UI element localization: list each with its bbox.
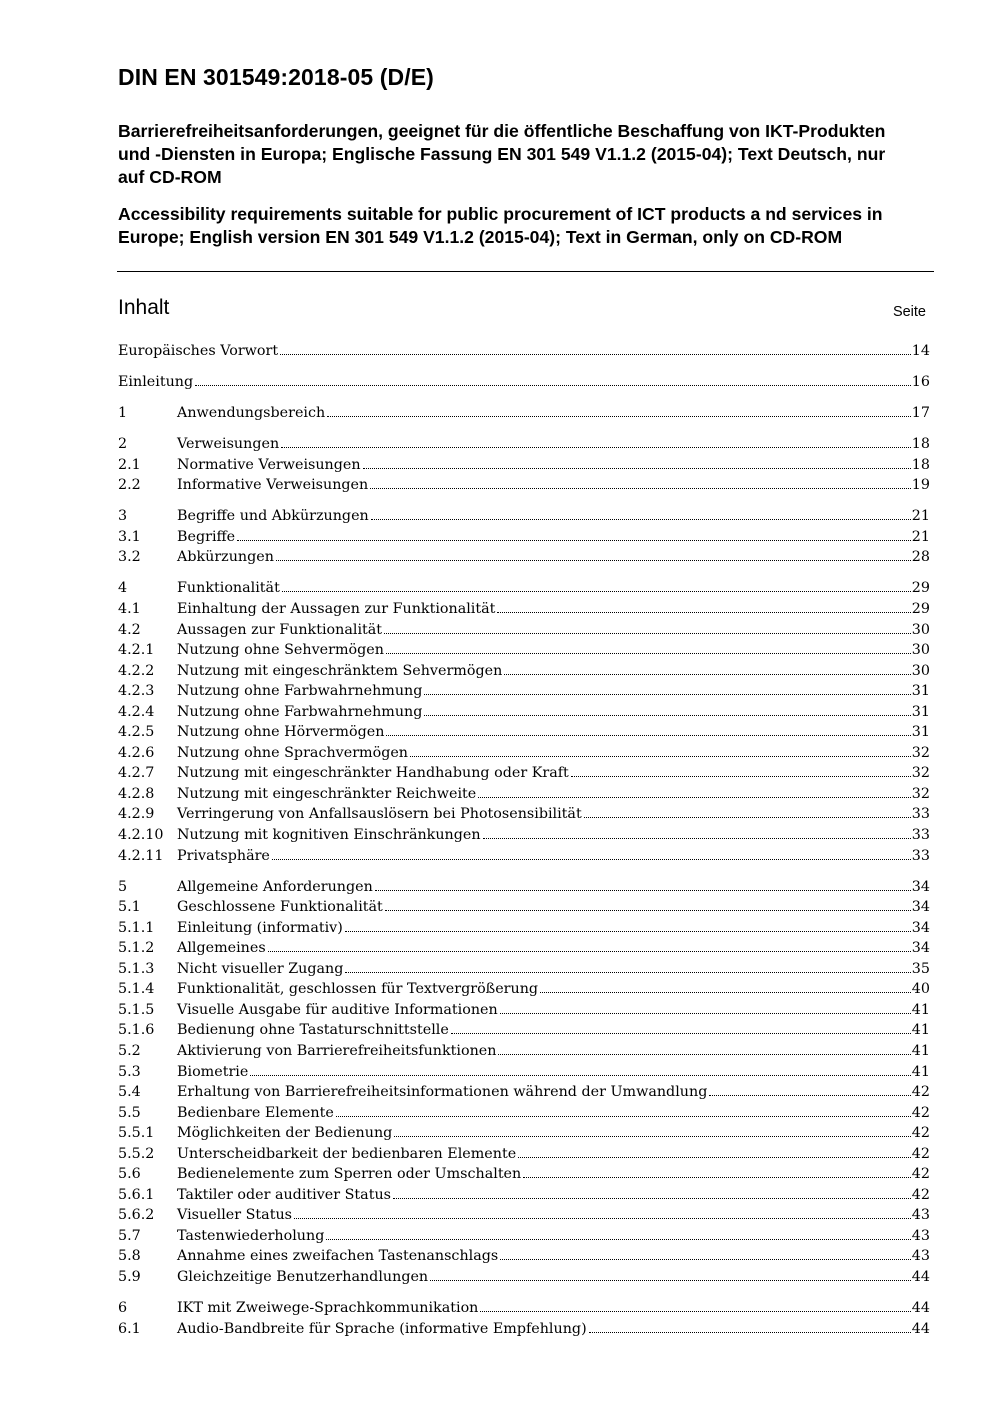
toc-entry-page: 42	[911, 1104, 930, 1121]
toc-dot-leader	[523, 1177, 911, 1178]
toc-dot-leader	[276, 560, 911, 561]
toc-entry-title: Gleichzeitige Benutzerhandlungen	[177, 1268, 429, 1285]
toc-dot-leader	[386, 735, 910, 736]
toc-entry-title: Nutzung mit eingeschränkter Reichweite	[177, 785, 477, 802]
toc-entry-title: Europäisches Vorwort	[118, 343, 279, 359]
toc-entry-number: 6.1	[118, 1320, 141, 1337]
toc-entry-page: 32	[911, 765, 930, 782]
toc-dot-leader	[237, 540, 911, 541]
toc-group	[118, 578, 930, 866]
toc-entry-title: Einleitung (informativ)	[177, 919, 343, 936]
toc-entry[interactable]	[118, 434, 930, 455]
toc-entry[interactable]	[118, 403, 930, 424]
toc-entry-title: Nutzung ohne Farbwahrnehmung	[177, 703, 423, 720]
toc-dot-leader	[451, 1033, 911, 1034]
toc-entry-number: 4.2.3	[118, 683, 155, 700]
toc-entry-page: 34	[911, 899, 930, 916]
toc-heading: Inhalt	[118, 296, 170, 319]
toc-entry-number: 3	[118, 508, 128, 525]
toc-entry-number: 4.2.8	[118, 785, 155, 802]
toc-entry-page: 29	[911, 580, 930, 597]
toc-entry-title: Verweisungen	[177, 436, 280, 453]
toc-entry-title: Biometrie	[177, 1063, 249, 1080]
toc-entry-page: 41	[911, 1001, 930, 1018]
toc-entry[interactable]	[118, 578, 930, 599]
toc-entry-number: 4.2.7	[118, 765, 155, 782]
toc-entry-page: 19	[911, 477, 930, 494]
toc-entry-title: Nutzung ohne Farbwahrnehmung	[177, 683, 423, 700]
toc-entry-page: 31	[911, 683, 930, 700]
toc-dot-leader	[500, 1259, 911, 1260]
toc-entry[interactable]	[118, 455, 930, 476]
toc-entry[interactable]	[118, 1185, 930, 1206]
toc-entry-page: 34	[911, 878, 930, 895]
toc-entry-number: 3.2	[118, 549, 141, 566]
toc-entry[interactable]	[118, 825, 930, 846]
toc-entry[interactable]	[118, 1123, 930, 1144]
toc-entry-title: Möglichkeiten der Bedienung	[177, 1125, 393, 1142]
toc-entry-title: Begriffe und Abkürzungen	[177, 508, 369, 525]
toc-entry[interactable]	[118, 1298, 930, 1319]
toc-dot-leader	[394, 1136, 910, 1137]
document-id: DIN EN 301549:2018-05 (D/E)	[118, 64, 434, 90]
toc-entry-page: 41	[911, 1042, 930, 1059]
toc-entry-page: 41	[911, 1063, 930, 1080]
toc-entry-number: 5.7	[118, 1227, 141, 1244]
toc-entry-number: 3.1	[118, 528, 141, 545]
toc-entry[interactable]	[118, 661, 930, 682]
toc-entry-page: 42	[911, 1166, 930, 1183]
toc-dot-leader	[327, 416, 911, 417]
toc-entry-title: Geschlossene Funktionalität	[177, 899, 383, 916]
toc-dot-leader	[424, 694, 910, 695]
toc-dot-leader	[386, 653, 911, 654]
toc-entry-title: Tastenwiederholung	[177, 1227, 325, 1244]
toc-entry[interactable]	[118, 506, 930, 527]
toc-dot-leader	[498, 1054, 910, 1055]
toc-entry-title: Erhaltung von Barrierefreiheitsinformationen während der Umwandlung	[177, 1084, 708, 1101]
toc-entry-number: 5.6.1	[118, 1186, 155, 1203]
toc-entry-title: Nutzung mit eingeschränktem Sehvermögen	[177, 662, 503, 679]
header-divider	[117, 271, 934, 272]
toc-entry[interactable]	[118, 804, 930, 825]
toc-entry-number: 4	[118, 580, 128, 597]
toc-entry-title: Einleitung	[118, 374, 194, 391]
toc-entry-number: 5.8	[118, 1248, 141, 1265]
toc-entry-number: 5.1.2	[118, 940, 155, 957]
toc-entry-title: Nutzung ohne Hörvermögen	[177, 724, 385, 741]
toc-dot-leader	[497, 612, 910, 613]
toc-entry[interactable]	[118, 1267, 930, 1288]
toc-entry-number: 4.2.9	[118, 806, 155, 823]
toc-group	[118, 403, 930, 424]
toc-dot-leader	[384, 633, 911, 634]
toc-entry-page: 40	[911, 981, 930, 998]
toc-entry[interactable]	[118, 763, 930, 784]
toc-entry[interactable]	[118, 1041, 930, 1062]
toc-entry-number: 5.4	[118, 1084, 141, 1101]
toc-entry-number: 5.1.6	[118, 1022, 155, 1039]
toc-entry-number: 5.2	[118, 1042, 141, 1059]
toc-entry-title: Unterscheidbarkeit der bedienbaren Elemente	[177, 1145, 517, 1162]
toc-dot-leader	[410, 756, 911, 757]
toc-entry[interactable]	[118, 979, 930, 1000]
toc-entry-title: Nutzung ohne Sprachvermögen	[177, 744, 409, 761]
toc-entry-number: 6	[118, 1300, 128, 1317]
toc-entry-number: 4.2	[118, 621, 141, 638]
toc-entry-number: 5.9	[118, 1268, 141, 1285]
toc-entry-title: Informative Verweisungen	[177, 477, 369, 494]
toc-dot-leader	[326, 1239, 910, 1240]
toc-entry-page: 41	[911, 1022, 930, 1039]
toc-entry-title: Privatsphäre	[177, 847, 270, 864]
toc-dot-leader	[385, 910, 911, 911]
toc-entry-page: 32	[911, 744, 930, 761]
toc-entry[interactable]	[118, 640, 930, 661]
toc-entry-title: Funktionalität, geschlossen für Textvergrößerung	[177, 981, 539, 998]
toc-dot-leader	[709, 1095, 910, 1096]
toc-entry-title: IKT mit Zweiwege-Sprachkommunikation	[177, 1300, 479, 1317]
toc-entry[interactable]	[118, 743, 930, 764]
toc-entry[interactable]	[118, 1205, 930, 1226]
toc-entry-title: Annahme eines zweifachen Tastenanschlags	[177, 1248, 499, 1265]
toc-entry-page: 35	[911, 960, 930, 977]
toc-entry-page: 32	[911, 785, 930, 802]
toc-entry-page: 16	[911, 374, 930, 391]
toc-entry[interactable]	[118, 897, 930, 918]
toc-entry-page: 30	[911, 621, 930, 638]
toc-entry-number: 5.6.2	[118, 1207, 155, 1224]
toc-entry-title: Visueller Status	[177, 1207, 292, 1224]
toc-entry-title: Bedienelemente zum Sperren oder Umschalten	[177, 1166, 522, 1183]
toc-entry[interactable]	[118, 372, 930, 393]
toc-entry-page: 33	[911, 806, 930, 823]
toc-entry-number: 4.2.11	[118, 847, 164, 864]
page-column-label: Seite	[892, 304, 926, 320]
toc-entry-title: Bedienbare Elemente	[177, 1104, 334, 1121]
toc-dot-leader	[540, 992, 911, 993]
toc-entry-title: Nutzung mit eingeschränkter Handhabung oder Kraft	[177, 765, 569, 782]
toc-entry[interactable]	[118, 784, 930, 805]
table-of-contents	[118, 341, 930, 1350]
toc-entry-title: Nutzung mit kognitiven Einschränkungen	[177, 826, 481, 843]
toc-entry-title: Funktionalität	[177, 580, 280, 597]
toc-dot-leader	[571, 776, 911, 777]
toc-group	[118, 1298, 930, 1339]
toc-entry-title: Anwendungsbereich	[177, 405, 326, 422]
toc-entry-number: 5	[118, 878, 128, 895]
toc-dot-leader	[370, 488, 911, 489]
toc-entry[interactable]	[118, 599, 930, 620]
toc-entry-number: 1	[118, 405, 128, 422]
toc-entry[interactable]	[118, 1103, 930, 1124]
toc-entry[interactable]	[118, 918, 930, 939]
toc-entry-number: 4.2.5	[118, 724, 155, 741]
toc-dot-leader	[345, 931, 911, 932]
toc-entry-page: 42	[911, 1186, 930, 1203]
toc-entry-page: 18	[911, 436, 930, 453]
toc-group	[118, 372, 930, 393]
toc-dot-leader	[294, 1218, 911, 1219]
toc-entry-number: 5.6	[118, 1166, 141, 1183]
toc-entry-number: 5.1.5	[118, 1001, 155, 1018]
toc-entry[interactable]	[118, 527, 930, 548]
toc-entry-page: 33	[911, 826, 930, 843]
toc-entry-page: 43	[911, 1207, 930, 1224]
toc-entry-number: 4.2.1	[118, 642, 155, 659]
toc-dot-leader	[336, 1116, 911, 1117]
toc-entry-number: 5.1.1	[118, 919, 155, 936]
toc-dot-leader	[483, 838, 911, 839]
toc-entry-number: 5.1.4	[118, 981, 155, 998]
toc-entry-title: Bedienung ohne Tastaturschnittstelle	[177, 1022, 449, 1039]
toc-entry-page: 21	[911, 508, 930, 525]
toc-dot-leader	[250, 1075, 910, 1076]
toc-entry[interactable]	[118, 877, 930, 898]
toc-dot-leader	[504, 674, 911, 675]
toc-entry-page: 30	[911, 642, 930, 659]
toc-group	[118, 434, 930, 496]
toc-entry-page: 29	[911, 600, 930, 617]
toc-entry-page: 43	[911, 1227, 930, 1244]
toc-entry-number: 4.2.2	[118, 662, 155, 679]
toc-entry-page: 31	[911, 724, 930, 741]
toc-group	[118, 877, 930, 1288]
toc-entry-number: 2.1	[118, 456, 141, 473]
toc-dot-leader	[518, 1157, 911, 1158]
toc-entry-number: 5.3	[118, 1063, 141, 1080]
toc-dot-leader	[371, 519, 911, 520]
toc-entry-title: Abkürzungen	[177, 549, 274, 566]
toc-entry-number: 5.5.2	[118, 1145, 155, 1162]
toc-entry[interactable]	[118, 620, 930, 641]
title-english: Accessibility requirements suitable for public procurement of ICT products a nd services in Europe; English version EN 301 549 V1.1.2 (2015-04); Text in German, only on CD-ROM	[118, 204, 883, 247]
toc-entry-title: Nicht visueller Zugang	[177, 960, 344, 977]
toc-dot-leader	[478, 797, 911, 798]
toc-entry-page: 44	[911, 1268, 930, 1285]
toc-dot-leader	[393, 1198, 911, 1199]
toc-dot-leader	[375, 890, 911, 891]
toc-entry-title: Allgemeines	[177, 940, 266, 957]
toc-entry-page: 42	[911, 1125, 930, 1142]
toc-entry-page: 44	[911, 1300, 930, 1317]
toc-entry[interactable]	[118, 722, 930, 743]
toc-entry-page: 44	[911, 1320, 930, 1337]
toc-dot-leader	[281, 447, 911, 448]
toc-entry-number: 5.1.3	[118, 960, 155, 977]
toc-entry-title: Einhaltung der Aussagen zur Funktionalität	[177, 600, 496, 617]
toc-dot-leader	[363, 468, 911, 469]
toc-entry-page: 43	[911, 1248, 930, 1265]
toc-dot-leader	[345, 972, 910, 973]
toc-dot-leader	[272, 859, 911, 860]
toc-entry-page: 34	[911, 940, 930, 957]
toc-entry-title: Audio-Bandbreite für Sprache (informative Empfehlung)	[177, 1320, 587, 1337]
toc-entry-title: Normative Verweisungen	[177, 456, 361, 473]
toc-entry-page: 31	[911, 703, 930, 720]
toc-entry-page: 33	[911, 847, 930, 864]
toc-entry-number: 5.5	[118, 1104, 141, 1121]
toc-group	[118, 506, 930, 568]
toc-entry[interactable]	[118, 959, 930, 980]
toc-entry-page: 21	[911, 528, 930, 545]
toc-dot-leader	[424, 715, 910, 716]
toc-entry[interactable]	[118, 1226, 930, 1247]
toc-entry-number: 4.2.4	[118, 703, 155, 720]
toc-dot-leader	[480, 1311, 910, 1312]
toc-dot-leader	[282, 591, 911, 592]
toc-entry[interactable]	[118, 681, 930, 702]
toc-dot-leader	[584, 817, 911, 818]
toc-entry-title: Taktiler oder auditiver Status	[177, 1186, 391, 1203]
toc-entry[interactable]	[118, 846, 930, 867]
toc-entry[interactable]	[118, 702, 930, 723]
toc-entry[interactable]	[118, 341, 930, 362]
toc-entry-page: 17	[911, 405, 930, 422]
toc-entry-page: 42	[911, 1084, 930, 1101]
toc-entry-page: 28	[911, 549, 930, 566]
toc-entry-number: 5.1	[118, 899, 141, 916]
toc-entry-page: 34	[911, 919, 930, 936]
toc-entry-title: Nutzung ohne Sehvermögen	[177, 642, 384, 659]
toc-group	[118, 341, 930, 362]
toc-entry-title: Verringerung von Anfallsauslösern bei Photosensibilität	[177, 806, 582, 823]
toc-entry[interactable]	[118, 1164, 930, 1185]
toc-entry-page: 14	[911, 343, 930, 359]
toc-entry[interactable]	[118, 475, 930, 496]
toc-entry[interactable]	[118, 547, 930, 568]
toc-entry-number: 4.2.6	[118, 744, 155, 761]
toc-entry-title: Aussagen zur Funktionalität	[177, 621, 383, 638]
toc-dot-leader	[195, 385, 911, 386]
toc-entry-number: 2.2	[118, 477, 141, 494]
toc-entry-title: Aktivierung von Barrierefreiheitsfunktionen	[177, 1042, 497, 1059]
toc-dot-leader	[589, 1332, 911, 1333]
toc-dot-leader	[280, 354, 911, 355]
toc-entry[interactable]	[118, 1062, 930, 1083]
toc-entry-number: 4.2.10	[118, 826, 164, 843]
title-german: Barrierefreiheitsanforderungen, geeignet für die öffentliche Beschaffung von IKT-Produkten und -Diensten in Europa; Englische Fassung EN 301 549 V1.1.2 (2015-04); Text Deutsch, nur auf CD-ROM	[118, 121, 886, 187]
toc-entry-page: 42	[911, 1145, 930, 1162]
toc-entry-title: Begriffe	[177, 528, 236, 545]
toc-entry[interactable]	[118, 1000, 930, 1021]
toc-entry-number: 4.1	[118, 600, 141, 617]
toc-entry-title: Allgemeine Anforderungen	[177, 878, 373, 895]
toc-entry-number: 2	[118, 436, 128, 453]
toc-dot-leader	[268, 951, 911, 952]
toc-entry[interactable]	[118, 1319, 930, 1340]
toc-dot-leader	[430, 1280, 911, 1281]
toc-entry-title: Visuelle Ausgabe für auditive Informationen	[177, 1001, 498, 1018]
toc-entry[interactable]	[118, 1020, 930, 1041]
toc-entry[interactable]	[118, 1082, 930, 1103]
toc-entry-page: 18	[911, 456, 930, 473]
toc-entry-page: 30	[911, 662, 930, 679]
toc-entry[interactable]	[118, 1144, 930, 1165]
toc-entry[interactable]	[118, 1246, 930, 1267]
toc-entry-number: 5.5.1	[118, 1125, 155, 1142]
toc-entry[interactable]	[118, 938, 930, 959]
toc-dot-leader	[500, 1013, 911, 1014]
